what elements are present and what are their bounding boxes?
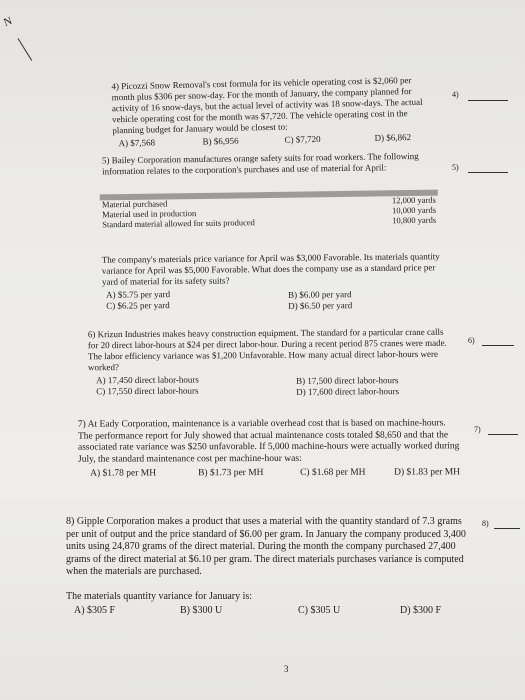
choice-a[interactable]: A) $1.78 per MH [90, 468, 157, 479]
choice-c[interactable]: C) 17,550 direct labor-hours [96, 385, 199, 397]
answer-blank-7[interactable] [488, 434, 518, 435]
choice-c[interactable]: C) $7,720 [284, 133, 321, 145]
choice-a[interactable]: A) $305 F [74, 605, 116, 616]
question-6-text: 6) Krizun Industries makes heavy construction equipment. The standard for a particular crane calls for 20 direct labor-hours at $24 per direct labor-hour. During a recent period 875 cranes were made. The labor efficiency variance was $1,200 Unfavorable. How many actual direct labor-hours were worked? [87, 326, 447, 373]
question-6 [88, 327, 452, 399]
row-value: 10,000 yards [392, 204, 437, 216]
row-label: Material used in production [101, 207, 197, 220]
answer-blank-6[interactable] [482, 345, 514, 346]
question-8-subquestion: The materials quantity variance for January is: [66, 590, 253, 602]
row-value: 12,000 yards [391, 194, 436, 206]
question-7-choices [78, 468, 462, 482]
question-8-choices [66, 605, 470, 619]
page-number: 3 [284, 664, 289, 674]
question-7-text: 7) At Eady Corporation, maintenance is a variable overhead cost that is based on machine-hours. The performance report for July showed that actual maintenance costs totaled $8,650 and that the associated rate variance was $250 unfavorable. If 5,000 machine-hours were actually worked during July, the standard maintenance cost per machine-hour was: [77, 418, 460, 465]
choice-d[interactable]: D) 17,600 direct labor-hours [296, 385, 400, 397]
choice-b[interactable]: B) $6.00 per yard [288, 289, 352, 300]
choice-c[interactable]: C) $1.68 per MH [300, 467, 366, 479]
corner-line [18, 38, 33, 61]
choice-d[interactable]: D) $300 F [400, 605, 442, 616]
choice-c[interactable]: C) $305 U [298, 605, 341, 616]
choice-a[interactable]: A) 17,450 direct labor-hours [96, 374, 199, 386]
question-4-number: 4) [452, 90, 459, 99]
choice-b[interactable]: B) $6,956 [202, 135, 239, 147]
answer-blank-4[interactable] [468, 100, 508, 101]
corner-mark: N [2, 15, 14, 29]
choice-d[interactable]: D) $6,862 [374, 131, 412, 143]
question-5-text: 5) Bailey Corporation manufactures orange safety suits for road workers. The following information relates to the corporation's purchases and use of material for April: [101, 150, 419, 177]
answer-blank-8[interactable] [494, 528, 520, 529]
question-7 [78, 418, 462, 482]
answer-blank-5[interactable] [468, 172, 508, 173]
question-4-text: 4) Picozzi Snow Removal's cost formula for its vehicle operating cost is $2,060 per month plus $306 per snow-day. For the month of January, the company planned for activity of 16 snow-days, but the actual level of activity was 18 snow-days. The actual vehicle operating cost for the month was $7,720. The vehicle operating cost in the planning budget for January would be closest to: [111, 75, 423, 136]
choice-d[interactable]: D) $1.83 per MH [394, 467, 461, 478]
question-5-number: 5) [452, 163, 459, 172]
choice-b[interactable]: B) $300 U [180, 605, 223, 616]
question-8-number: 8) [482, 519, 489, 528]
question-6-number: 6) [468, 336, 475, 345]
choice-c[interactable]: C) $6.25 per yard [106, 299, 170, 311]
row-value: 10,800 yards [392, 214, 437, 225]
choice-b[interactable]: B) 17,500 direct labor-hours [296, 374, 399, 386]
row-label: Material purchased [101, 198, 168, 210]
choice-a[interactable]: A) $5.75 per yard [106, 288, 171, 300]
question-5-choices [102, 286, 442, 314]
row-label: Standard material allowed for suits produced [102, 216, 255, 229]
choice-d[interactable]: D) $6.50 per yard [288, 300, 353, 311]
question-8-text: 8) Gipple Corporation makes a product that uses a material with the quantity standard of 7.3 grams per unit of output and the price standard of $6.00 per gram. In January the company produced 3,400 units using 24,870 grams of the direct material. During the month the company purchased 27,400 grams of the direct material at $6.10 per gram. The direct materials purchases variance is computed when the materials are purchased. [66, 516, 466, 577]
materials-table [100, 190, 438, 230]
question-6-choices [88, 373, 452, 400]
question-5-part2 [102, 251, 443, 313]
choice-a[interactable]: A) $7,568 [118, 137, 156, 149]
question-5 [102, 151, 440, 178]
question-8 [66, 516, 470, 619]
question-4 [111, 75, 430, 150]
choice-b[interactable]: B) $1.73 per MH [198, 468, 264, 479]
question-7-number: 7) [474, 425, 481, 434]
question-5-text2: The company's materials price variance for April was $3,000 Favorable. Its materials quantity variance for April was $5,000 Favorable. What does the company use as a standard price per yard of material for its safety suits? [101, 251, 440, 287]
